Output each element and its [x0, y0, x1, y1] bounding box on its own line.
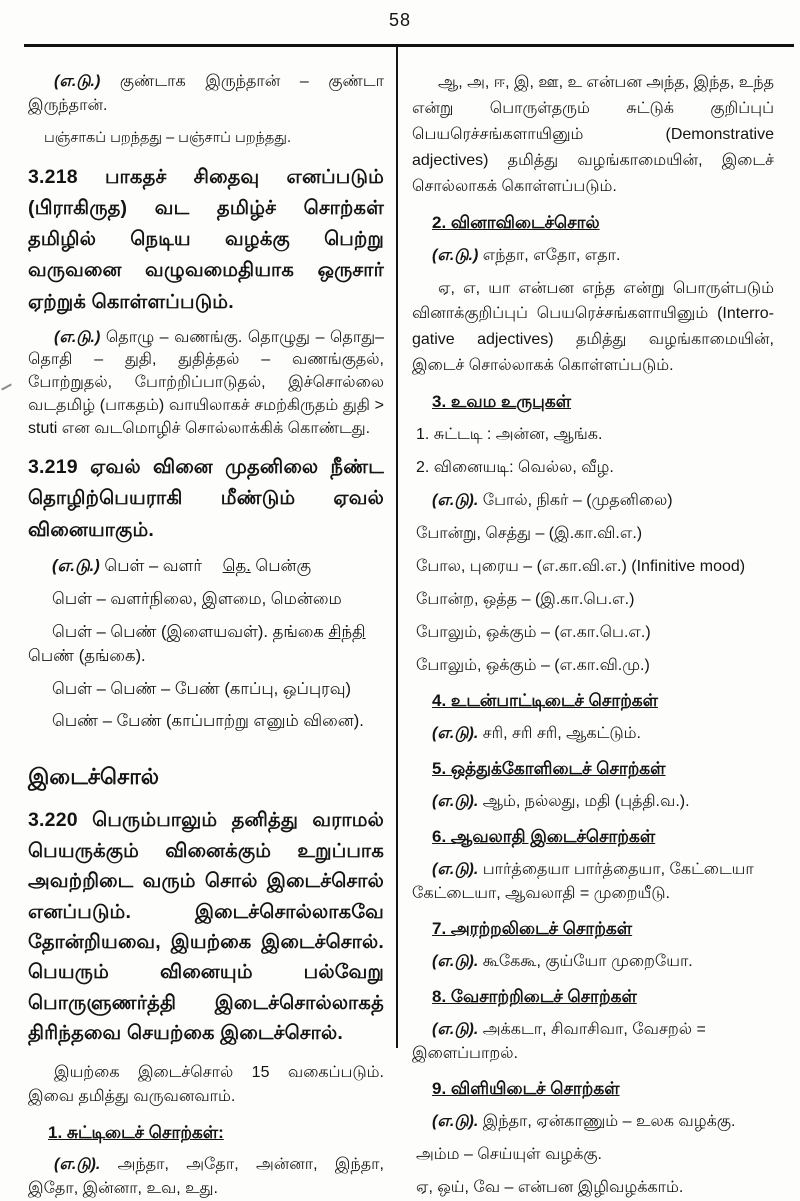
numbered-heading-7: 7. அரற்றலிடைச் சொற்கள்: [432, 919, 633, 939]
eg-label: (எ.டு).: [54, 1156, 101, 1174]
usage-line-amma: அம்ம – செய்யுள் வழக்கு.: [416, 1146, 602, 1164]
eg-label: (எ.டு.): [54, 328, 101, 346]
eg-label: (எ.டு).: [432, 793, 479, 811]
uvama-item-2: 2. வினையடி: வெல்ல, வீழ.: [416, 459, 614, 477]
example-line: [412, 489, 774, 513]
underlined-word: சிந்தி: [328, 622, 366, 641]
chapter-heading-idaichol: இடைச்சொல்: [28, 764, 159, 790]
uvama-form-5: போலும், ஒக்கும் – (எ.கா.வி.மு.): [416, 657, 650, 675]
example-text: பார்த்தையா பார்த்தையா, கேட்டையா கேட்டையா, ஆவலாதி = முறையீடு.: [412, 861, 754, 903]
example-text: சரி, சரி சரி, ஆகட்டும்.: [482, 725, 641, 743]
page-number: 58: [388, 10, 412, 30]
example-line: [412, 858, 774, 906]
numbered-heading-3: 3. உவம உருபுகள்: [432, 392, 572, 412]
numbered-heading-9: 9. விளியிடைச் சொற்கள்: [432, 1079, 620, 1099]
kinds-paragraph: இயற்கை இடைச்சொல் 15 வகைப்படும். இவை தமித்து வருவனவாம்.: [28, 1063, 384, 1106]
uvama-form-3: போன்ற, ஒத்த – (இ.கா.பெ.எ.): [416, 591, 635, 609]
section-text: ஏவல் வினை முதனிலை நீண்ட தொழிற்பெயராகி மீண்டும் ஏவல் வினையாகும்.: [28, 456, 384, 541]
eg-label: (எ.டு).: [432, 725, 479, 743]
example-text: இந்தா, ஏன்காணும் – உலக வழக்கு.: [482, 1113, 736, 1131]
example-paragraph-1: [28, 70, 384, 118]
example-text: தொழு – வணங்கு. தொழுது – தொது– தொதி – துதி, துதித்தல் – வணங்குதல், போற்றுதல், போற்றிப்பாடுதல், இச்சொல்லை வடதமிழ் (பாகதம்) வாயிலாகச் சமற்கிருதம் துதி > stuti என வடமொழிச் சொல்லாக்கிக் கொண்டது.: [28, 328, 384, 437]
numbered-heading-8: 8. வேசாற்றிடைச் சொற்கள்: [432, 987, 637, 1007]
eg-label: (எ.டு.): [54, 73, 101, 90]
section-number: 3.218: [28, 165, 78, 188]
example-paragraph-2: [28, 327, 384, 441]
section-text: பாகதச் சிதைவு எனப்படும் (பிராகிருத) வட தமிழ்ச் சொற்கள் தமிழில் நெடிய வழக்கு பெற்று வருவனை வழுவமைதியாக ஒருசார் ஏற்றுக் கொள்ளப்படும்.: [28, 165, 384, 313]
example-line: [412, 790, 774, 814]
section-3-218: [28, 162, 384, 318]
underlined-abbr: தெ.: [222, 556, 251, 575]
derivation-line-1: [28, 555, 384, 579]
eg-label: (எ.டு.): [52, 556, 100, 575]
section-number: 3.220: [28, 809, 78, 832]
uvama-item-1: 1. சுட்டடி : அன்ன, ஆங்க.: [416, 426, 603, 444]
eg-label: (எ.டு.): [432, 246, 479, 264]
example-text: கூகேகூ, குய்யோ முறையோ.: [482, 953, 693, 971]
example-line: [412, 950, 774, 974]
derivation-line-2: பெள் – வளர்நிலை, இளமை, மென்மை: [52, 589, 342, 608]
left-column: [28, 56, 396, 1201]
example-paragraph-3: [28, 1153, 384, 1201]
example-text: எந்தா, எதோ, எதா.: [482, 246, 621, 264]
derivation-line-5: பெண் – பேண் (காப்பாற்று எனும் வினை).: [52, 712, 364, 731]
example-line: [412, 244, 774, 268]
numbered-heading-4: 4. உடன்பாட்டிடைச் சொற்கள்: [432, 691, 658, 711]
text-segment: பெள் – வளர்: [104, 556, 203, 575]
header-rule: [24, 44, 794, 47]
uvama-form-4: போலும், ஒக்கும் – (எ.கா.பெ.எ.): [416, 624, 651, 642]
text-segment: பென்கு: [255, 556, 312, 575]
uvama-form-1: போன்று, செத்து – (இ.கா.வி.எ.): [416, 525, 643, 543]
example-line: [412, 722, 774, 746]
uvama-form-2: போல, புரைய – (எ.கா.வி.எ.) (Infinitive mood): [416, 558, 746, 576]
eg-label: (எ.டு).: [432, 1021, 479, 1039]
eg-label: (எ.டு).: [432, 861, 479, 879]
numbered-heading-1: 1. சுட்டிடைச் சொற்கள்:: [48, 1123, 224, 1143]
section-3-220: [28, 805, 384, 1048]
example-line-panjab: பஞ்சாகப் பறந்தது – பஞ்சாப் பறந்தது.: [44, 130, 291, 146]
example-line: [412, 1018, 774, 1066]
eg-label: (எ.டு).: [432, 1113, 479, 1131]
numbered-heading-2: 2. வினாவிடைச்சொல்: [432, 212, 600, 232]
example-text: அந்தா, அதோ, அன்னா, இந்தா, இதோ, இன்னா, உவ, உது.: [28, 1156, 384, 1198]
derivation-line-3: [28, 621, 384, 669]
example-text: போல், நிகர் – (முதனிலை): [482, 492, 673, 510]
demonstrative-paragraph: ஆ, அ, ஈ, இ, ஊ, உ என்பன அந்த, இந்த, உந்த என்று பொருள்தரும் சுட்டுக் குறிப்புப் பெயரெச்சங்களாயினும் (Demonstrative adjectives) தமித்து வழங்காமையின், இடைச் சொல்லாகக் கொள்ளப்படும்.: [412, 74, 774, 195]
derivation-line-4: பெள் – பெண் – பேண் (காப்பு, ஒப்புரவு): [52, 679, 351, 698]
usage-line-izhi: ஏ, ஒய், வே – என்பன இழிவழக்காம்.: [416, 1179, 684, 1197]
numbered-heading-6: 6. ஆவலாதி இடைச்சொற்கள்: [432, 827, 656, 847]
section-number: 3.219: [28, 456, 78, 479]
example-text: அக்கடா, சிவாசிவா, வேசறல் = இளைப்பாறல்.: [412, 1021, 706, 1063]
example-text: குண்டாக இருந்தான் – குண்டா இருந்தான்.: [28, 73, 384, 114]
interrogative-paragraph: ஏ, எ, யா என்பன எந்த என்று பொருள்படும் வினாக்குறிப்புப் பெயரெச்சங்களாயினும் (Interro- gative adjectives) தமித்து வழங்காமையின், இடைச் சொல்லாகக் கொள்ளப்படும்.: [412, 279, 774, 375]
section-3-219: [28, 452, 384, 546]
right-column: [396, 56, 774, 1201]
section-text: பெரும்பாலும் தனித்து வராமல் பெயருக்கும் வினைக்கும் உறுப்பாக அவற்றிடை வரும் சொல் இடைச்சொல் எனப்படும். இடைச்சொல்லாகவே தோன்றியவை, இயற்கை இடைச்சொல். பெயரும் வினையும் பல்வேறு பொருளுணர்த்தி இடைச்சொல்லாகத் திரிந்தவை செயற்கை இடைச்சொல்.: [28, 809, 384, 1045]
text-segment: பெண் (தங்கை).: [28, 646, 146, 665]
example-text: ஆம், நல்லது, மதி (புத்தி.வ.).: [482, 793, 690, 811]
stray-pen-mark: [1, 384, 12, 391]
numbered-heading-5: 5. ஒத்துக்கோளிடைச் சொற்கள்: [432, 759, 666, 779]
text-segment: பெள் – பெண் (இளையவள்). தங்கை: [52, 622, 329, 641]
example-line: [412, 1110, 774, 1134]
eg-label: (எ.டு).: [432, 953, 479, 971]
eg-label: (எ.டு).: [432, 492, 479, 510]
two-column-body: [28, 56, 774, 1201]
